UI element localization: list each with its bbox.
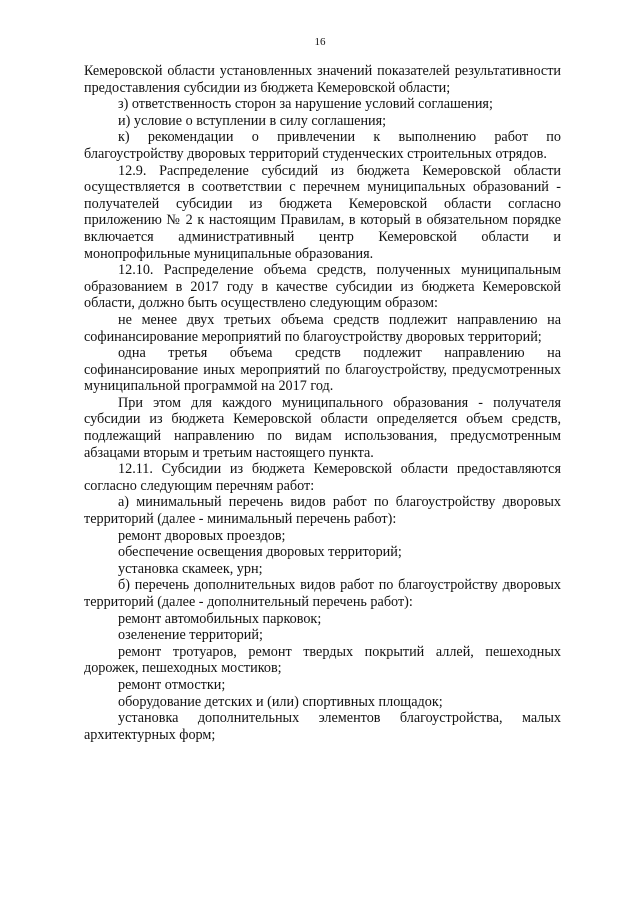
work-item-driveways: ремонт дворовых проездов; xyxy=(118,527,286,544)
document-body xyxy=(84,63,561,743)
work-item-playgrounds: оборудование детских и (или) спортивных площадок; xyxy=(118,693,443,710)
work-item-greening: озеленение территорий; xyxy=(118,627,263,644)
paragraph-continuation: Кемеровской области установленных значений показателей результативности предоставления субсидии из бюджета Кемеровской области; xyxy=(84,63,561,96)
clause-12-9: 12.9. Распределение субсидий из бюджета Кемеровской области осуществляется в соответствии с перечнем муниципальных образований - получателей субсидии из бюджета Кемеровской области согласно приложению № 2 к настоящим Правилам, в который в обязательном порядке включается административный центр Кемеровской области и монопрофильные муниципальные образования. xyxy=(84,162,561,262)
list-item-a: а) минимальный перечень видов работ по благоустройству дворовых территорий (далее - минимальный перечень работ): xyxy=(84,494,561,528)
work-item-small-forms: установка дополнительных элементов благоустройства, малых архитектурных форм; xyxy=(84,710,561,743)
work-item-blind-area: ремонт отмостки; xyxy=(118,676,226,693)
list-item-b: б) перечень дополнительных видов работ по благоустройству дворовых территорий (далее - дополнительный перечень работ): xyxy=(84,577,561,610)
work-item-sidewalks: ремонт тротуаров, ремонт твердых покрытий аллей, пешеходных дорожек, пешеходных мостиков; xyxy=(84,643,561,677)
paragraph-two-thirds: не менее двух третьих объема средств подлежит направлению на софинансирование мероприятий по благоустройству дворовых территорий; xyxy=(84,311,561,345)
page-number: 16 xyxy=(314,36,326,48)
paragraph-volume-determination: При этом для каждого муниципального образования - получателя субсидии из бюджета Кемеровской области определяется объем средств, подлежащий направлению по видам использования, предусмотренным абзацами вторым и третьим настоящего пункта. xyxy=(84,394,561,461)
work-item-lighting: обеспечение освещения дворовых территорий; xyxy=(118,544,402,561)
list-item-z: з) ответственность сторон за нарушение условий соглашения; xyxy=(118,96,493,113)
list-item-i: и) условие о вступлении в силу соглашения; xyxy=(118,112,387,129)
paragraph-one-third: одна третья объема средств подлежит направлению на софинансирование иных мероприятий по благоустройству, предусмотренных муниципальной программой на 2017 год. xyxy=(84,345,561,395)
clause-12-11: 12.11. Субсидии из бюджета Кемеровской области предоставляются согласно следующим перечням работ: xyxy=(84,461,561,494)
clause-12-10: 12.10. Распределение объема средств, полученных муниципальным образованием в 2017 году в качестве субсидии из бюджета Кемеровской области, должно быть осуществлено следующим образом: xyxy=(84,262,561,312)
work-item-benches: установка скамеек, урн; xyxy=(118,560,263,577)
work-item-parking: ремонт автомобильных парковок; xyxy=(118,610,322,627)
list-item-k: к) рекомендации о привлечении к выполнению работ по благоустройству дворовых территорий студенческих строительных отрядов. xyxy=(84,129,561,162)
